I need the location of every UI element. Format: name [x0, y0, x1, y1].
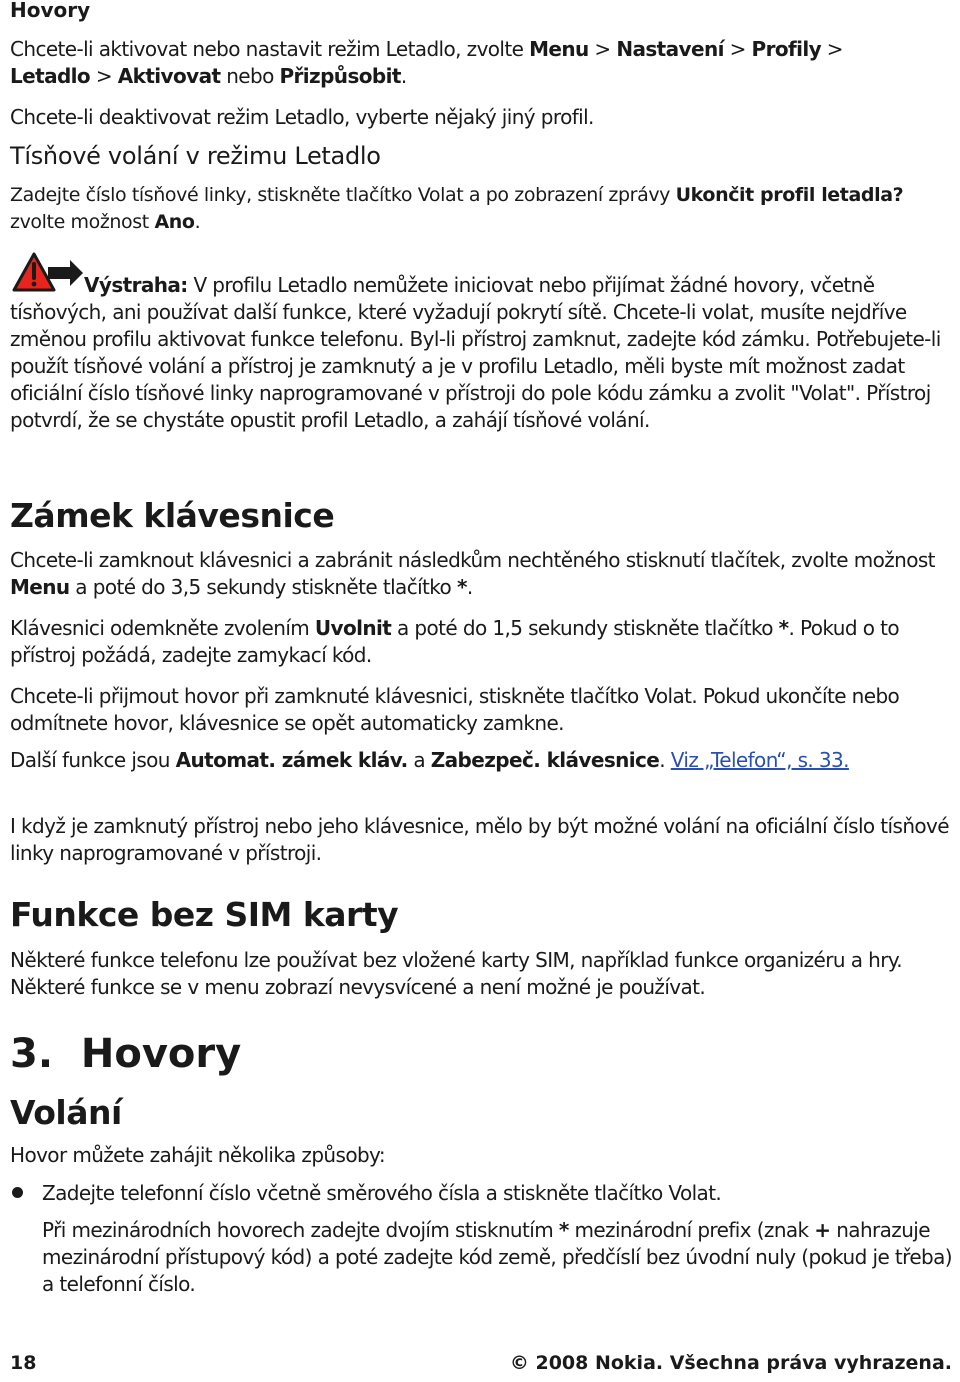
keylock-paragraph-calls: Chcete-li přijmout hovor při zamknuté klávesnici, stiskněte tlačítko Volat. Pokud ukončíte nebo odmítnete hovor, klávesnice se opět automaticky zamkne.	[10, 684, 900, 735]
menu-path-aktivovat: Aktivovat	[117, 64, 221, 88]
calling-intro: Hovor můžete zahájit několika způsoby:	[10, 1143, 385, 1167]
chapter-title	[10, 1031, 954, 1077]
menu-path-profily: Profily	[751, 37, 822, 61]
copyright-notice: © 2008 Nokia. Všechna práva vyhrazena.	[509, 1352, 952, 1374]
menu-path-menu: Menu	[529, 37, 589, 61]
keylock-paragraph-unlock: Klávesnici odemkněte zvolením Uvolnit a poté do 1,5 sekundy stiskněte tlačítko *. Pokud o to přístroj požádá, zadejte zamykací kód.	[10, 616, 899, 667]
calling-bullet-note: Při mezinárodních hovorech zadejte dvojím stisknutím * mezinárodní prefix (znak + nahrazuje mezinárodní přístupový kód) a poté zadejte kód země, předčíslí bez úvodní nuly (pokud je třeba) a telefonní číslo.	[42, 1218, 952, 1296]
warning-label: Výstraha:	[84, 273, 188, 297]
page-number: 18	[10, 1352, 37, 1374]
airplane-deactivate-paragraph: Chcete-li deaktivovat režim Letadlo, vyberte nějaký jiný profil.	[10, 105, 594, 129]
calling-bullet-item: Zadejte telefonní číslo včetně směrového čísla a stiskněte tlačítko Volat.	[42, 1181, 722, 1205]
menu-path-prizpusobit: Přizpůsobit	[279, 64, 401, 88]
calling-heading: Volání	[10, 1093, 122, 1132]
nosim-paragraph: Některé funkce telefonu lze používat bez vložené karty SIM, například funkce organizéru a hry. Některé funkce se v menu zobrazí nevysvícené a není možné je používat.	[10, 948, 902, 999]
chapter-name: Hovory	[80, 1031, 242, 1077]
telefon-page-link[interactable]: Viz „Telefon“, s. 33.	[670, 748, 849, 772]
nosim-heading: Funkce bez SIM karty	[10, 895, 399, 934]
warning-paragraph: Výstraha: V profilu Letadlo nemůžete iniciovat nebo přijímat žádné hovory, včetně tísňových, ani používat další funkce, které vyžadují pokrytí sítě. Chcete-li volat, musíte nejdříve změnou profilu aktivovat funkce telefonu. Byl-li přístroj zamknut, zadejte kód zámku. Potřebujete-li použít tísňové volání a přístroj je zamknutý a je v profilu Letadlo, měli byste mít možnost zadat oficiální číslo tísňové linky naprogramované v přístroji do pole kódu zámku a zvolit "Volat". Přístroj potvrdí, že se chystáte opustit profil Letadlo, a zahájí tísňové volání.	[10, 273, 941, 432]
keylock-paragraph-emergency: I když je zamknutý přístroj nebo jeho klávesnice, mělo by být možné volání na oficiální číslo tísňové linky naprogramované v přístroji.	[10, 814, 949, 865]
menu-path-letadlo: Letadlo	[10, 64, 91, 88]
emergency-paragraph: Zadejte číslo tísňové linky, stiskněte tlačítko Volat a po zobrazení zprávy Ukončit profil letadla? zvolte možnost Ano.	[10, 184, 904, 233]
bullet-icon	[12, 1187, 23, 1198]
page-header-title: Hovory	[10, 0, 91, 22]
menu-path-nastaveni: Nastavení	[616, 37, 724, 61]
airplane-activate-paragraph: Chcete-li aktivovat nebo nastavit režim Letadlo, zvolte Menu > Nastavení > Profily > Letadlo > Aktivovat nebo Přizpůsobit.	[10, 37, 843, 88]
keylock-paragraph-lock: Chcete-li zamknout klávesnici a zabránit následkům nechtěného stisknutí tlačítek, zvolte možnost Menu a poté do 3,5 sekundy stiskněte tlačítko *.	[10, 548, 935, 599]
emergency-heading: Tísňové volání v režimu Letadlo	[10, 142, 381, 170]
keylock-heading: Zámek klávesnice	[10, 496, 335, 535]
chapter-number: 3.	[10, 1031, 54, 1077]
keylock-paragraph-functions: Další funkce jsou Automat. zámek kláv. a Zabezpeč. klávesnice. Viz „Telefon“, s. 33.	[10, 748, 849, 772]
